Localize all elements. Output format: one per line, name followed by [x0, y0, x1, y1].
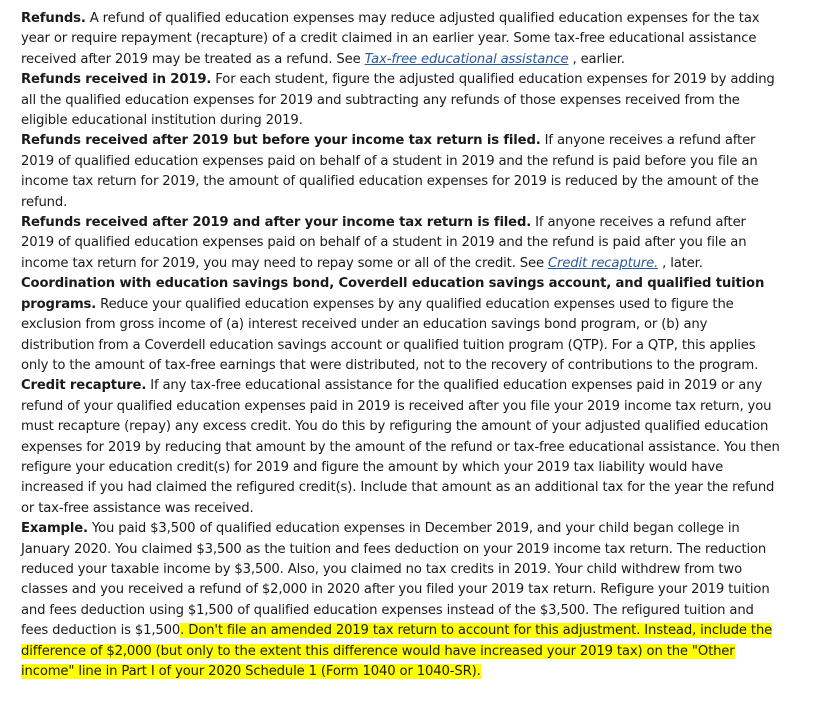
refunds-heading: Refunds. — [21, 11, 86, 26]
refunds-after-filed-text: If anyone receives a refund after 2019 of qualified education expenses paid on behalf of a student in 2019 and the refund is paid after you file an income tax return for 2019, you may need to repay some or all of the credit. See — [21, 215, 747, 271]
example-paragraph — [21, 519, 781, 682]
refunds-before-filed-heading: Refunds received after 2019 but before your income tax return is filed. — [21, 133, 541, 149]
credit-recapture-heading: Credit recapture. — [21, 378, 147, 394]
refunds-text-end: , earlier. — [568, 51, 625, 67]
document-body — [21, 9, 781, 682]
refunds-after-filed-text-end: , later. — [658, 255, 703, 271]
credit-recapture-text: If any tax-free educational assistance for the qualified education expenses paid in 2019 or any refund of your qualified education expenses paid in 2019 is received after you file your 2019 income tax return, you must recapture (repay) any excess credit. You do this by refiguring the amount of your adjusted qualified education expenses for 2019 by reducing that amount by the amount of the refund or tax-free educational assistance. You then refigure your education credit(s) for 2019 and figure the amount by which your 2019 tax liability would have increased if you had claimed the refigured credit(s). Include that amount as an additional tax for the year the refund or tax-free assistance was received. — [21, 378, 780, 516]
refunds-paragraph — [21, 9, 781, 70]
example-text: You paid $3,500 of qualified education expenses in December 2019, and your child began college in January 2020. You claimed $3,500 as the tuition and fees deduction on your 2019 income tax return. The reduction reduced your taxable income by $3,500. Also, you claimed no tax credits in 2019. Your child withdrew from two classes and you received a refund of $2,000 in 2020 after you filed your 2019 tax return. Refigure your 2019 tuition and fees deduction using $1,500 of qualified education expenses instead of the $3,500. The refigured tuition and fees deduction is $1,500 — [21, 521, 770, 639]
refunds-2019-paragraph — [21, 70, 781, 131]
credit-recapture-paragraph — [21, 376, 781, 519]
refunds-after-filed-paragraph — [21, 213, 781, 274]
refunds-after-filed-heading: Refunds received after 2019 and after your income tax return is filed. — [21, 215, 532, 231]
refunds-2019-text: For each student, figure the adjusted qualified education expenses for 2019 by adding all the qualified education expenses for 2019 and subtracting any refunds of those expenses received from the eligible educational institution during 2019. — [21, 72, 775, 129]
refunds-2019-heading: Refunds received in 2019. — [21, 72, 212, 88]
coordination-paragraph — [21, 274, 781, 376]
coordination-text: Reduce your qualified education expenses by any qualified education expenses used to figure the exclusion from gross income of (a) interest received under an education savings bond program, or (b) any distribution from a Coverdell education savings account or qualified tuition program (QTP). For a QTP, this applies only to the amount of tax-free earnings that were distributed, not to the recovery of contributions to the program. — [21, 296, 759, 373]
refunds-text: A refund of qualified education expenses may reduce adjusted qualified education expenses for the tax year or require repayment (recapture) of a credit claimed in an earlier year. Some tax-free educational assistance received after 2019 may be treated as a refund. See — [21, 11, 760, 67]
example-heading: Example. — [21, 521, 88, 537]
example-highlighted-text: . Don't file an amended 2019 tax return to account for this adjustment. Instead, include the difference of $2,000 (but only to the extent this difference would have increased your 2019 tax) on the "Other income" line in Part I of your 2020 Schedule 1 (Form 1040 or 1040-SR). — [21, 623, 773, 679]
refunds-before-filed-text: If anyone receives a refund after 2019 of qualified education expenses paid on behalf of a student in 2019 and the refund is paid before you file an income tax return for 2019, the amount of qualified education expenses for 2019 is reduced by the amount of the refund. — [21, 133, 759, 210]
refunds-before-filed-paragraph — [21, 131, 781, 213]
coordination-heading: Coordination with education savings bond, Coverdell education savings account, and qualified tuition programs. — [21, 276, 765, 312]
credit-recapture-link[interactable]: Credit recapture. — [547, 255, 659, 271]
tax-free-assistance-link[interactable]: Tax-free educational assistance — [364, 51, 569, 67]
